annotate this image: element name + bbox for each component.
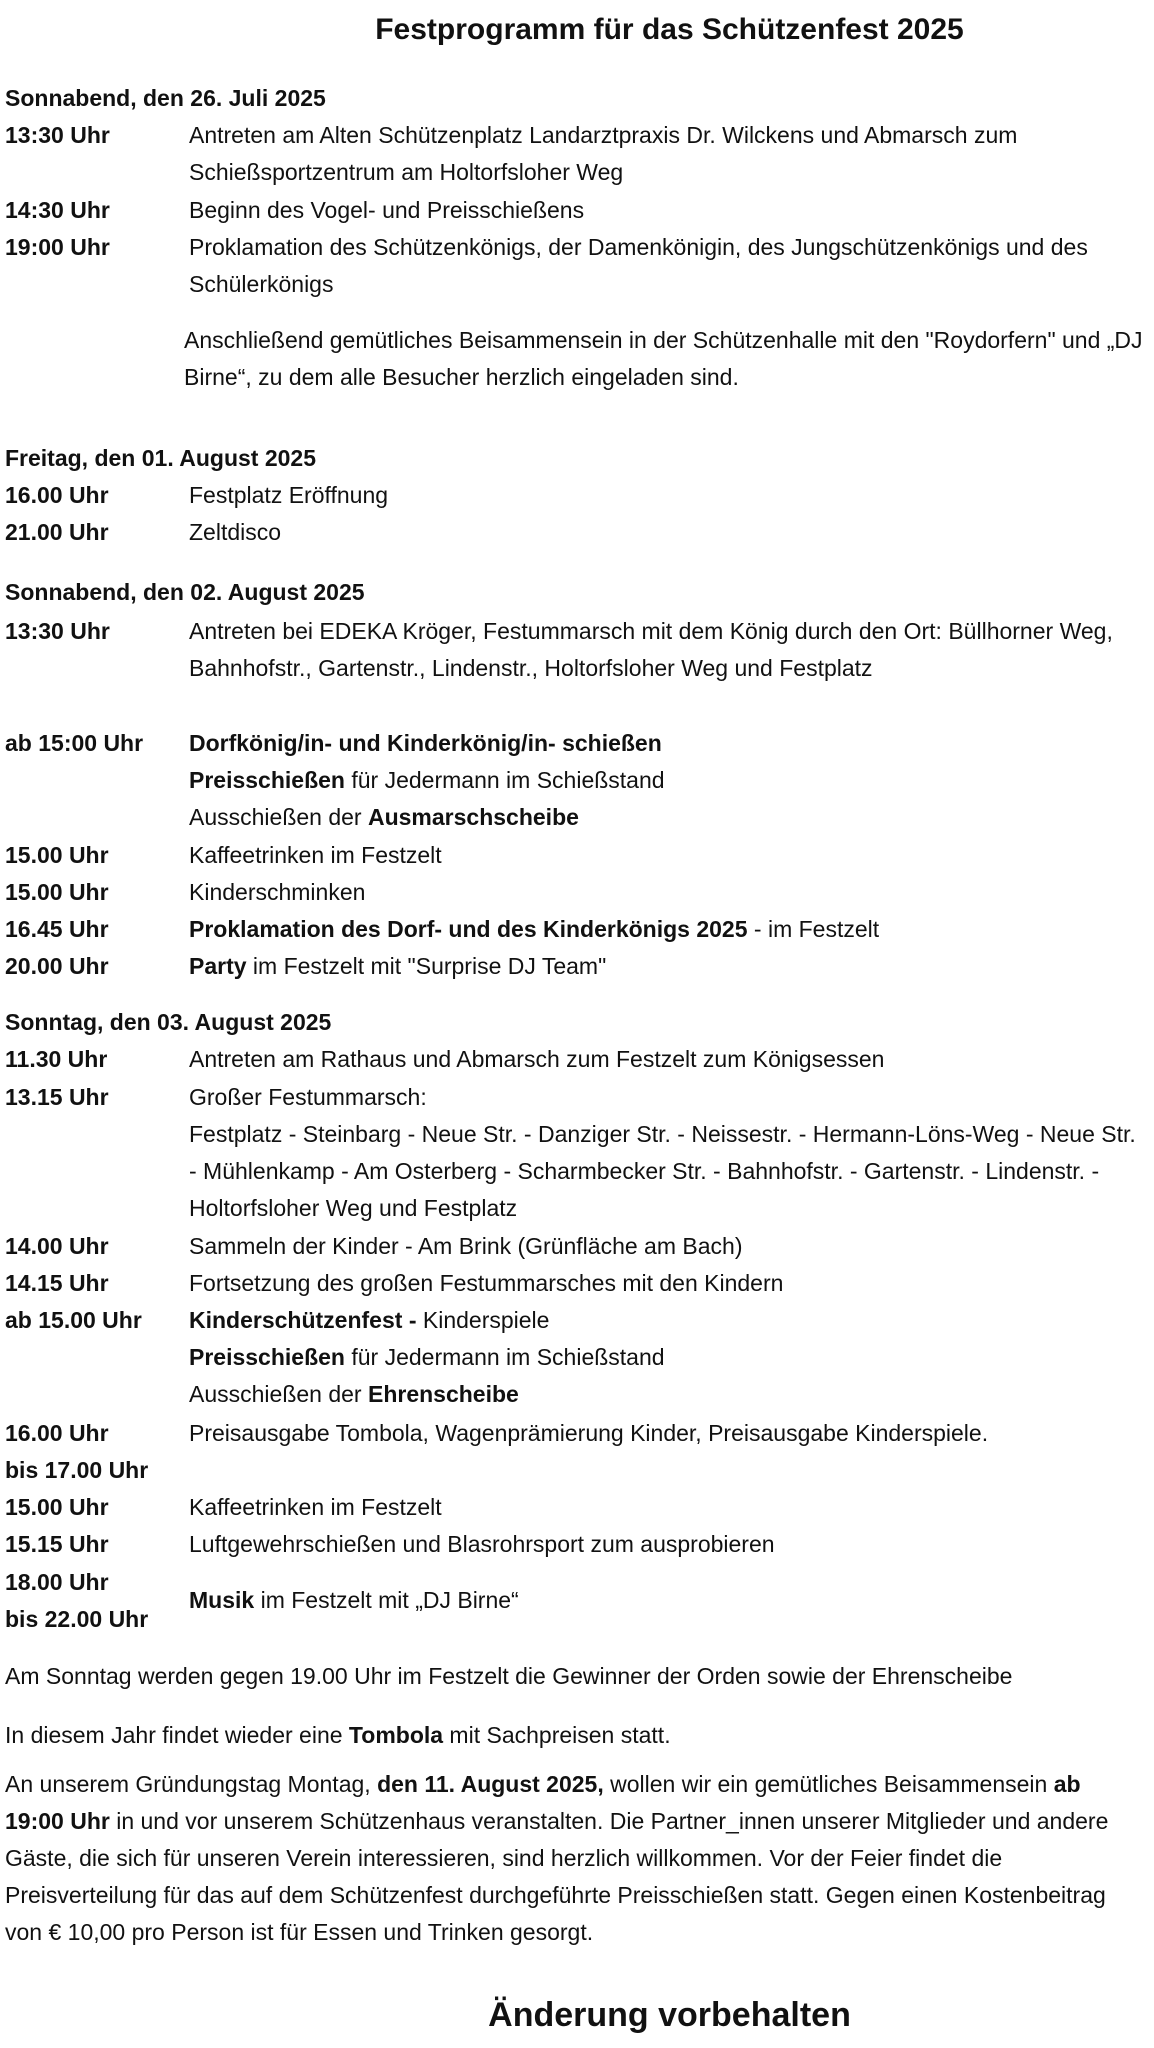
desc-bold: Dorfkönig/in- und Kinderkönig/in- schießen: [189, 730, 662, 756]
day-heading-02-august: Sonnabend, den 02. August 2025: [5, 579, 365, 605]
desc-text: In diesem Jahr findet wieder eine: [5, 1722, 349, 1748]
row-time: 14:30 Uhr: [5, 197, 110, 223]
row-time: 21.00 Uhr: [5, 519, 109, 545]
desc-bold: Kinderschützenfest -: [189, 1307, 417, 1333]
row-desc: [189, 911, 1149, 948]
desc-text: für Jedermann im Schießstand: [344, 767, 665, 793]
row-time: 19:00 Uhr: [5, 234, 110, 260]
desc-text: Großer Festummarsch:: [189, 1084, 427, 1110]
row-desc: Kinderschminken: [189, 879, 366, 905]
desc-text: im Festzelt mit „DJ Birne“: [254, 1587, 519, 1613]
footer-paragraph-1: Am Sonntag werden gegen 19.00 Uhr im Festzelt die Gewinner der Orden sowie der Ehrenscheibe: [5, 1663, 1013, 1689]
desc-bold: Party: [189, 953, 247, 979]
day1-note: Anschließend gemütliches Beisammensein in der Schützenhalle mit den "Roydorfern" und „DJ Birne“, zu dem alle Besucher herzlich eingeladen sind.: [184, 327, 1143, 390]
row-desc: Beginn des Vogel- und Preisschießens: [189, 197, 585, 223]
row-desc: Proklamation des Schützenkönigs, der Damenkönigin, des Jungschützenkönigs und des Schülerkönigs: [189, 234, 1088, 297]
footer-paragraph-2: [5, 1717, 1145, 1754]
row-desc: [189, 1582, 1149, 1619]
row-desc: Luftgewehrschießen und Blasrohrsport zum ausprobieren: [189, 1531, 775, 1557]
row-desc: [189, 948, 1149, 985]
row-desc: Antreten bei EDEKA Kröger, Festummarsch mit dem König durch den Ort: Büllhorner Weg, Bahnhofstr., Gartenstr., Lindenstr., Holtorfsloher Weg und Festplatz: [189, 618, 1113, 681]
desc-bold: Ausmarschscheibe: [367, 804, 579, 830]
desc-bold: den 11. August 2025,: [377, 1771, 604, 1797]
row-time: 13:30 Uhr: [5, 618, 110, 644]
march-route: Festplatz - Steinbarg - Neue Str. - Danziger Str. - Neissestr. - Hermann-Löns-Weg - Neue Str. - Mühlenkamp - Am Osterberg - Scharmbecker Str. - Bahnhofstr. - Gartenstr. - Lindenstr. - Holtorfsloher Weg und Festplatz: [189, 1121, 1136, 1221]
desc-text: mit Sachpreisen statt.: [443, 1722, 671, 1748]
row-time-end: bis 22.00 Uhr: [5, 1606, 149, 1632]
row-desc: Kaffeetrinken im Festzelt: [189, 1494, 442, 1520]
row-time: 11.30 Uhr: [5, 1046, 108, 1072]
desc-text: in und vor unserem Schützenhaus veranstalten. Die Partner_innen unserer Mitglieder und andere Gäste, die sich für unseren Verein interessieren, sind herzlich willkommen. Vor der Feier findet die Preisverteilung für das auf dem Schützenfest durchgeführte Preisschießen statt. Gegen einen Kostenbeitrag von € 10,00 pro Person ist für Essen und Trinken gesorgt.: [5, 1808, 1109, 1945]
footer-paragraph-3: [5, 1766, 1145, 1951]
row-time: ab 15:00 Uhr: [5, 730, 144, 756]
row-desc: Preisausgabe Tombola, Wagenprämierung Kinder, Preisausgabe Kinderspiele.: [189, 1420, 989, 1446]
day-heading-26-july: Sonnabend, den 26. Juli 2025: [5, 85, 326, 111]
desc-bold: Musik: [189, 1587, 255, 1613]
desc-bold: Tombola: [348, 1722, 444, 1748]
row-time: 13.15 Uhr: [5, 1084, 109, 1110]
desc-bold: Preisschießen: [189, 1344, 345, 1370]
desc-bold: Proklamation des Dorf- und des Kinderkönigs 2025: [189, 916, 748, 942]
row-time: ab 15.00 Uhr: [5, 1307, 142, 1333]
row-desc: [189, 1302, 1149, 1413]
desc-text: im Festzelt mit "Surprise DJ Team": [246, 953, 607, 979]
row-desc: [189, 725, 1149, 836]
desc-bold: Preisschießen: [189, 767, 345, 793]
row-time: 16.00 Uhr: [5, 482, 109, 508]
desc-text: Kinderspiele: [416, 1307, 550, 1333]
row-desc: Sammeln der Kinder - Am Brink (Grünfläche am Bach): [189, 1233, 743, 1259]
row-desc: Festplatz Eröffnung: [189, 482, 389, 508]
row-time: 20.00 Uhr: [5, 953, 109, 979]
day-heading-03-august: Sonntag, den 03. August 2025: [5, 1009, 332, 1035]
document-title: Festprogramm für das Schützenfest 2025: [375, 13, 964, 46]
row-time: 14.15 Uhr: [5, 1270, 109, 1296]
row-time: 14.00 Uhr: [5, 1233, 109, 1259]
desc-text: Ausschießen der: [189, 804, 368, 830]
row-time: 16.00 Uhr: [5, 1420, 109, 1446]
desc-text: - im Festzelt: [747, 916, 880, 942]
desc-text: An unserem Gründungstag Montag,: [5, 1771, 378, 1797]
desc-text: für Jedermann im Schießstand: [344, 1344, 665, 1370]
row-desc: Kaffeetrinken im Festzelt: [189, 842, 442, 868]
row-time: 16.45 Uhr: [5, 916, 109, 942]
desc-text: wollen wir ein gemütliches Beisammensein: [603, 1771, 1054, 1797]
row-time: 15.00 Uhr: [5, 842, 109, 868]
row-desc: [189, 1079, 1149, 1227]
desc-bold: ab 19:00 Uhr: [5, 1771, 1081, 1834]
desc-text: Ausschießen der: [189, 1381, 368, 1407]
row-time: 15.15 Uhr: [5, 1531, 109, 1557]
row-time: 13:30 Uhr: [5, 122, 110, 148]
row-time: 15.00 Uhr: [5, 879, 109, 905]
row-time-end: bis 17.00 Uhr: [5, 1457, 149, 1483]
day-heading-01-august: Freitag, den 01. August 2025: [5, 445, 317, 471]
row-desc: Antreten am Alten Schützenplatz Landarztpraxis Dr. Wilckens und Abmarsch zum Schießsportzentrum am Holtorfsloher Weg: [189, 122, 1018, 185]
row-desc: Fortsetzung des großen Festummarsches mit den Kindern: [189, 1270, 784, 1296]
desc-bold: Ehrenscheibe: [367, 1381, 519, 1407]
row-time: 18.00 Uhr: [5, 1569, 109, 1595]
row-desc: Antreten am Rathaus und Abmarsch zum Festzelt zum Königsessen: [189, 1046, 885, 1072]
closing-note: Änderung vorbehalten: [488, 1996, 851, 2034]
row-desc: Zeltdisco: [189, 519, 282, 545]
row-time: 15.00 Uhr: [5, 1494, 109, 1520]
